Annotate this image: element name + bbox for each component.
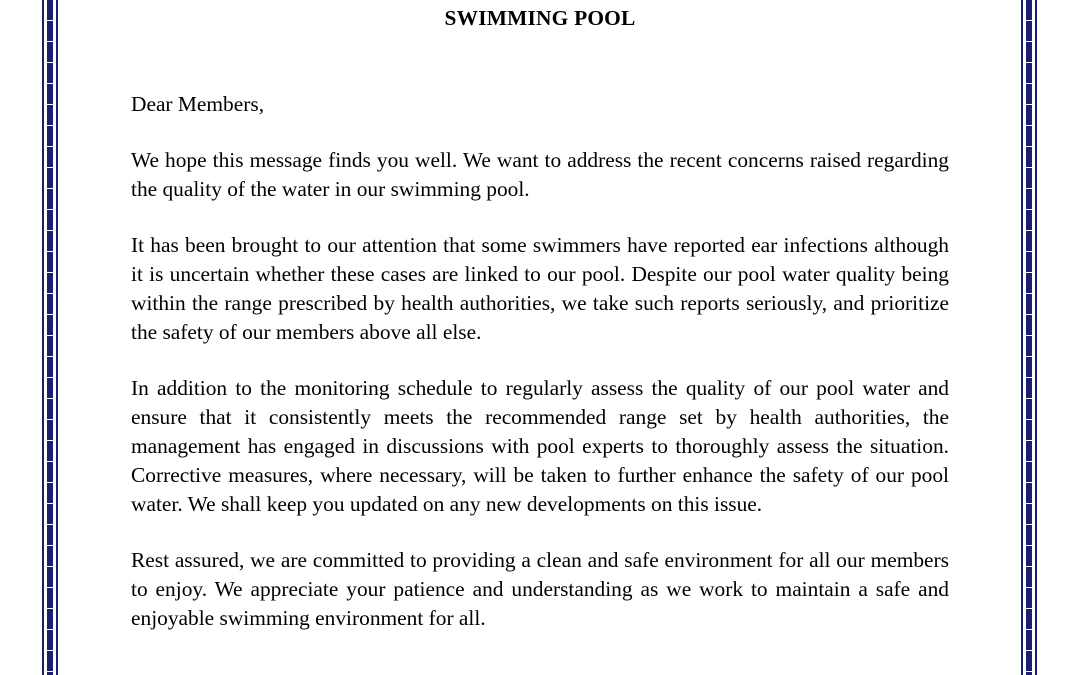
left-border-pattern [47, 0, 53, 675]
salutation: Dear Members, [131, 92, 265, 116]
left-border-frame [42, 0, 58, 675]
paragraph-1: We hope this message finds you well. We want to address the recent concerns raised regarding the quality of the water in our swimming pool. [131, 148, 949, 201]
paragraph-4: Rest assured, we are committed to providing a clean and safe environment for all our members to enjoy. We appreciate your patience and understanding as we work to maintain a safe and enjoyable swimming environment for all. [131, 548, 949, 630]
document-body [131, 0, 949, 633]
paragraph-2: It has been brought to our attention that some swimmers have reported ear infections although it is uncertain whether these cases are linked to our pool. Despite our pool water quality being within the range prescribed by health authorities, we take such reports seriously, and prioritize the safety of our members above all else. [131, 233, 949, 344]
paragraph-3: In addition to the monitoring schedule to regularly assess the quality of our pool water and ensure that it consistently meets the recommended range set by health authorities, the management has engaged in discussions with pool experts to thoroughly assess the situation. Corrective measures, where necessary, will be taken to further enhance the safety of our pool water. We shall keep you updated on any new developments on this issue. [131, 376, 949, 516]
document-title: SWIMMING POOL [444, 6, 636, 30]
right-border-frame [1021, 0, 1037, 675]
right-border-pattern [1026, 0, 1032, 675]
